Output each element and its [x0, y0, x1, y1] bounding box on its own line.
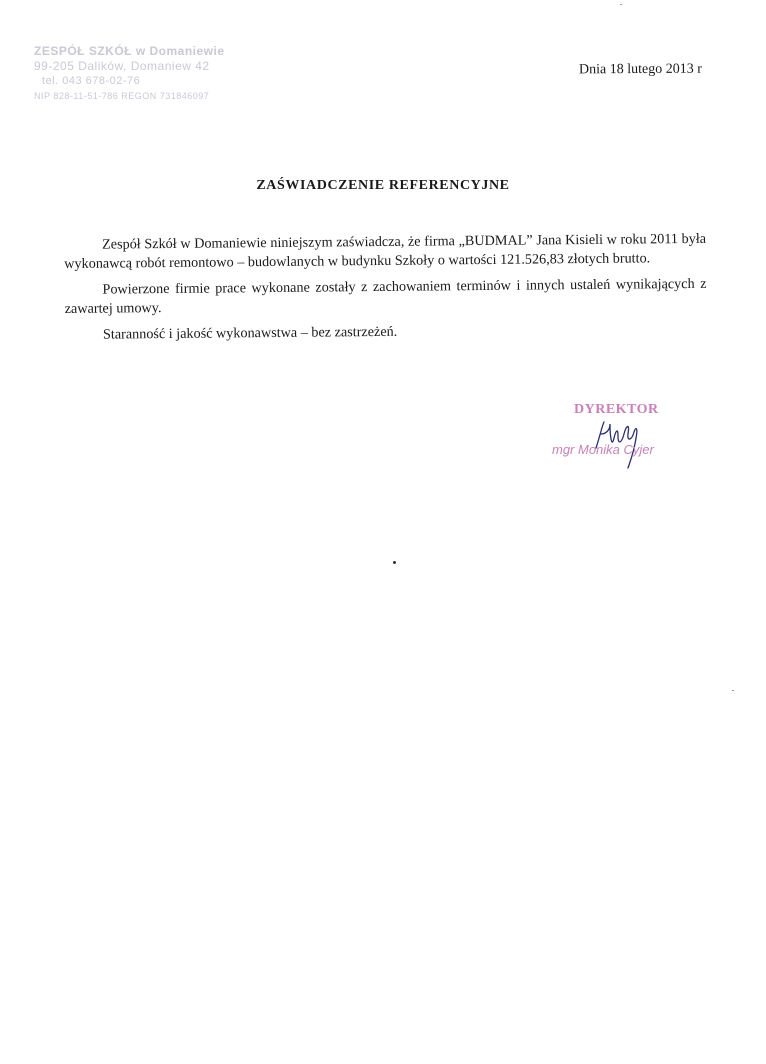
- stamp-line-school: ZESPÓŁ SZKÓŁ w Domaniewie: [34, 44, 225, 58]
- stamp-line-phone: tel. 043 678-02-76: [42, 75, 141, 87]
- signature-name: mgr Monika Cyjer: [552, 442, 654, 457]
- signature-role: DYREKTOR: [574, 402, 659, 417]
- scan-speck: [620, 4, 622, 5]
- paragraph-terms: Powierzone firmie prace wykonane zostały z zachowaniem terminów i innych ustaleń wynikających z zawartej umowy.: [64, 275, 707, 317]
- stamp-line-address: 99-205 Dalików, Domaniew 42: [34, 59, 210, 73]
- stamp-line-ids: NIP 828-11-51-786 REGON 731846097: [34, 91, 210, 101]
- scan-speck: [732, 690, 734, 691]
- document-date: Dnia 18 lutego 2013 r: [579, 61, 703, 78]
- scan-dot: [393, 561, 396, 564]
- document-title: ZAŚWIADCZENIE REFERENCYJNE: [256, 178, 510, 193]
- school-stamp: [34, 44, 234, 104]
- document-body: [64, 230, 707, 352]
- paragraph-reference: Zespół Szkół w Domaniewie niniejszym zaświadcza, że firma „BUDMAL” Jana Kisieli w roku 2011 była wykonawcą robót remontowo – budowlanych w budynku Szkoły o wartości 121.526,83 złotych brutto.: [64, 230, 707, 272]
- paragraph-quality: Staranność i jakość wykonawstwa – bez zastrzeżeń.: [102, 323, 398, 343]
- director-signature-stamp: [540, 398, 710, 478]
